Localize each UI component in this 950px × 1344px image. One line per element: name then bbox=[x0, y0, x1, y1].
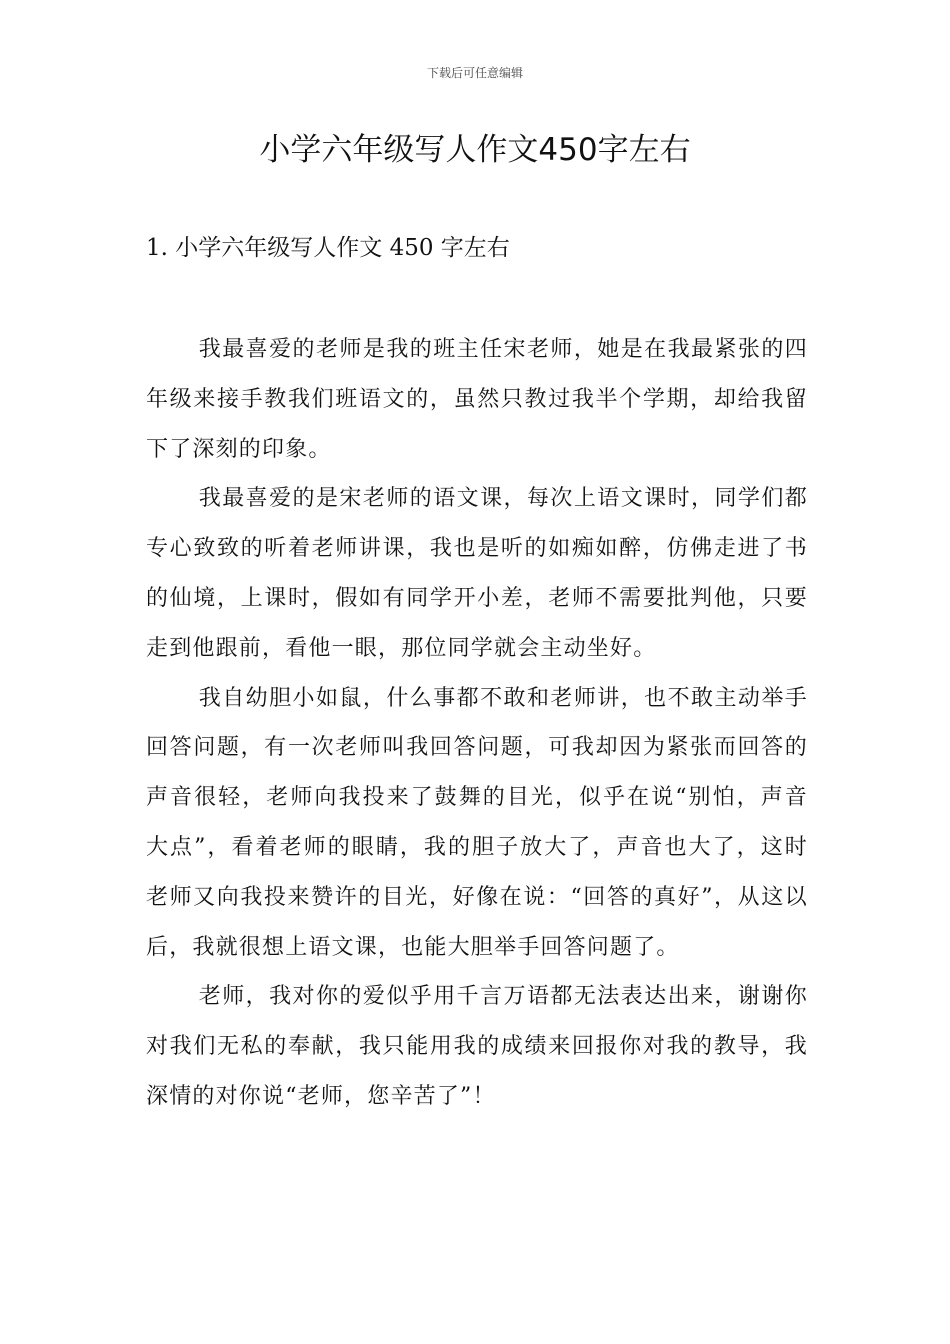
essay-paragraph: 我最喜爱的老师是我的班主任宋老师，她是在我最紧张的四年级来接手教我们班语文的，虽然只教过我半个学期，却给我留下了深刻的印象。 bbox=[146, 337, 808, 462]
essay-paragraph: 我最喜爱的是宋老师的语文课，每次上语文课时，同学们都专心致致的听着老师讲课，我也是听的如痴如醉，仿佛走进了书的仙境，上课时，假如有同学开小差，老师不需要批判他，只要走到他跟前，看他一眼，那位同学就会主动坐好。 bbox=[146, 486, 808, 661]
document-title: 小学六年级写人作文450字左右 bbox=[259, 132, 691, 168]
essay-body bbox=[146, 325, 808, 1122]
essay-paragraph: 老师，我对你的爱似乎用千言万语都无法表达出来，谢谢你对我们无私的奉献，我只能用我的成绩来回报你对我的教导，我深情的对你说“老师，您辛苦了”！ bbox=[146, 984, 808, 1109]
essay-paragraph: 我自幼胆小如鼠，什么事都不敢和老师讲，也不敢主动举手回答问题，有一次老师叫我回答问题，可我却因为紧张而回答的声音很轻，老师向我投来了鼓舞的目光，似乎在说“别怕，声音大点”，看着老师的眼睛，我的胆子放大了，声音也大了，这时老师又向我投来赞许的目光，好像在说：“回答的真好”，从这以后，我就很想上语文课，也能大胆举手回答问题了。 bbox=[146, 685, 808, 960]
section-heading: 1. 小学六年级写人作文 450 字左右 bbox=[146, 235, 510, 261]
header-note: 下载后可任意编辑 bbox=[426, 66, 523, 80]
